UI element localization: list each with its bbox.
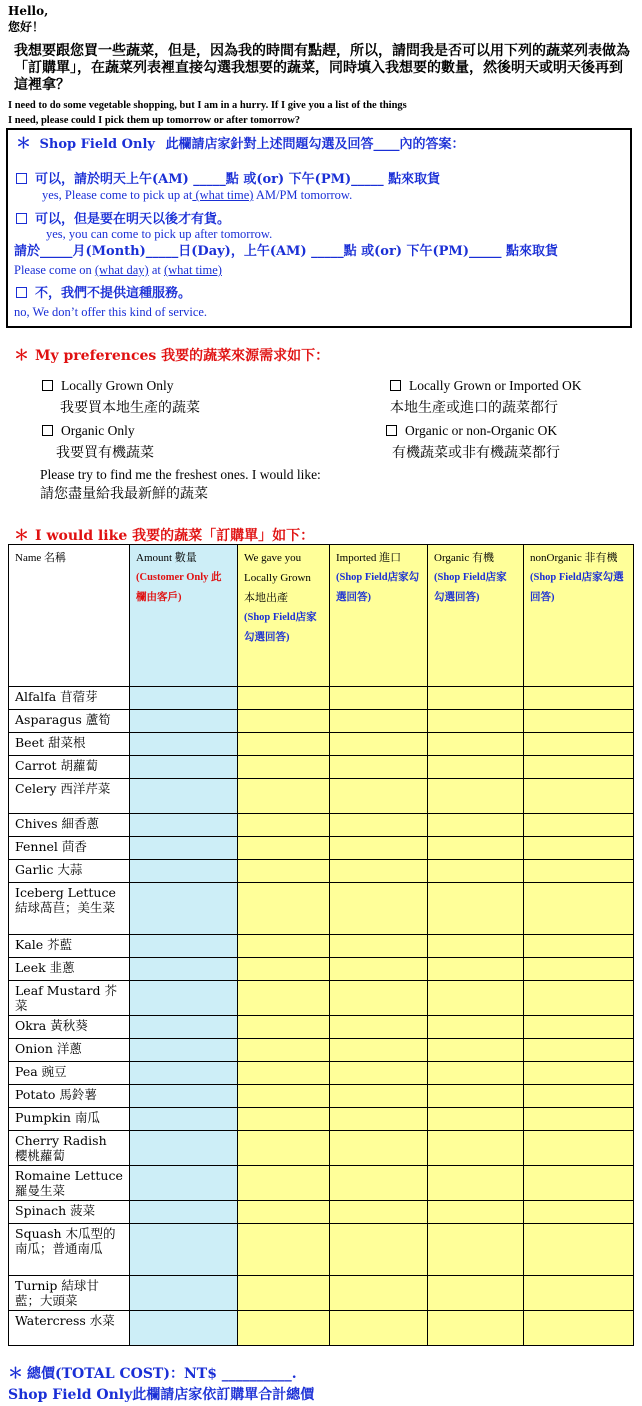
vegetable-name: Cherry Radish 櫻桃蘿蔔	[9, 1131, 130, 1166]
intro-zh: 我想要跟您買一些蔬菜，但是，因為我的時間有點趕，所以，請問我是否可以用下列的蔬菜列表做為「訂購單」，在蔬菜列表裡直接勾選我想要的蔬菜，同時填入我想要的數量，然後明天或明天後再到這裡拿？	[14, 43, 630, 93]
organic-cell[interactable]	[428, 779, 524, 814]
header-nonorganic	[524, 545, 634, 687]
greeting-hello: Hello,	[8, 4, 49, 18]
pref-locally-grown-only-checkbox[interactable]	[42, 380, 53, 391]
imported-cell[interactable]	[330, 756, 428, 779]
amount-cell[interactable]	[130, 958, 238, 981]
local-cell[interactable]	[238, 779, 330, 814]
header-local-note: (Shop Field店家勾選回答)	[244, 612, 317, 643]
imported-cell[interactable]	[330, 1016, 428, 1039]
nonorganic-cell[interactable]	[524, 860, 634, 883]
vegetable-name: Watercress 水菜	[9, 1311, 130, 1346]
header-organic-label: Organic 有機	[434, 552, 494, 564]
vegetable-name: Spinach 菠菜	[9, 1201, 130, 1224]
organic-cell[interactable]	[428, 883, 524, 935]
star-icon: ＊	[8, 1364, 24, 1382]
option-2-en: yes, you can come to pick up after tomorrow.	[46, 227, 273, 241]
option-1-en-b: AM/PM tomorrow.	[253, 188, 353, 202]
vegetable-name: Kale 芥藍	[9, 935, 130, 958]
vegetable-name: Okra 黃秋葵	[9, 1016, 130, 1039]
table-row	[9, 1016, 634, 1039]
table-row	[9, 883, 634, 935]
imported-cell[interactable]	[330, 1166, 428, 1201]
vegetable-name: Beet 甜菜根	[9, 733, 130, 756]
organic-cell[interactable]	[428, 814, 524, 837]
table-row	[9, 958, 634, 981]
local-cell[interactable]	[238, 883, 330, 935]
organic-cell[interactable]	[428, 1039, 524, 1062]
pref-organic-only	[42, 423, 154, 461]
organic-cell[interactable]	[428, 1166, 524, 1201]
amount-cell[interactable]	[130, 733, 238, 756]
nonorganic-cell[interactable]	[524, 1016, 634, 1039]
option-3-zh-text: 不，我們不提供這種服務。	[35, 286, 192, 301]
option-1-en	[42, 188, 352, 202]
amount-cell[interactable]	[130, 756, 238, 779]
local-cell[interactable]	[238, 981, 330, 1016]
shop-box-title-zh: 此欄請店家針對上述問題勾選及回答____內的答案：	[165, 137, 465, 152]
option-2-en2	[14, 263, 222, 277]
organic-cell[interactable]	[428, 1085, 524, 1108]
option-1-en-underline: (what time)	[192, 188, 254, 202]
imported-cell[interactable]	[330, 837, 428, 860]
pref-local-or-imported-checkbox[interactable]	[390, 380, 401, 391]
table-row	[9, 981, 634, 1016]
vegetable-name: Alfalfa 苜蓿芽	[9, 687, 130, 710]
nonorganic-cell[interactable]	[524, 1276, 634, 1311]
header-amount	[130, 545, 238, 687]
amount-cell[interactable]	[130, 1108, 238, 1131]
organic-cell[interactable]	[428, 837, 524, 860]
amount-cell[interactable]	[130, 1085, 238, 1108]
header-amount-note: (Customer Only 此欄由客戶)	[136, 572, 222, 603]
pref-locally-grown-only-zh: 我要買本地生產的蔬菜	[60, 400, 200, 416]
vegetable-name: Fennel 茴香	[9, 837, 130, 860]
nonorganic-cell[interactable]	[524, 779, 634, 814]
imported-cell[interactable]	[330, 1311, 428, 1346]
order-table	[8, 544, 634, 1346]
local-cell[interactable]	[238, 1224, 330, 1276]
table-row	[9, 814, 634, 837]
pref-local-or-imported	[390, 378, 581, 416]
vegetable-name: Carrot 胡蘿蔔	[9, 756, 130, 779]
nonorganic-cell[interactable]	[524, 1131, 634, 1166]
organic-cell[interactable]	[428, 687, 524, 710]
pref-locally-grown-only-en: Locally Grown Only	[61, 378, 174, 393]
amount-cell[interactable]	[130, 1166, 238, 1201]
header-local	[238, 545, 330, 687]
organic-cell[interactable]	[428, 1131, 524, 1166]
total-cost-label: 總價(TOTAL COST)：NT$ __________.	[27, 1366, 297, 1382]
vegetable-name: Leaf Mustard 芥菜	[9, 981, 130, 1016]
local-cell[interactable]	[238, 1016, 330, 1039]
local-cell[interactable]	[238, 756, 330, 779]
option-2-en2-day: (what day)	[94, 263, 149, 277]
local-cell[interactable]	[238, 1131, 330, 1166]
local-cell[interactable]	[238, 1311, 330, 1346]
organic-cell[interactable]	[428, 710, 524, 733]
amount-cell[interactable]	[130, 883, 238, 935]
amount-cell[interactable]	[130, 935, 238, 958]
imported-cell[interactable]	[330, 1085, 428, 1108]
intro-en-line1: I need to do some vegetable shopping, but I am in a hurry. If I give you a list of the things	[8, 100, 407, 111]
amount-cell[interactable]	[130, 1276, 238, 1311]
organic-cell[interactable]	[428, 958, 524, 981]
vegetable-name: Asparagus 蘆筍	[9, 710, 130, 733]
nonorganic-cell[interactable]	[524, 1062, 634, 1085]
nonorganic-cell[interactable]	[524, 733, 634, 756]
local-cell[interactable]	[238, 1166, 330, 1201]
table-row	[9, 860, 634, 883]
pref-organic-only-zh: 我要買有機蔬菜	[56, 445, 154, 461]
local-cell[interactable]	[238, 1108, 330, 1131]
nonorganic-cell[interactable]	[524, 837, 634, 860]
amount-cell[interactable]	[130, 1311, 238, 1346]
header-nonorganic-note: (Shop Field店家勾選回答)	[530, 572, 624, 603]
local-cell[interactable]	[238, 958, 330, 981]
vegetable-name: Pea 豌豆	[9, 1062, 130, 1085]
imported-cell[interactable]	[330, 1108, 428, 1131]
header-organic	[428, 545, 524, 687]
nonorganic-cell[interactable]	[524, 958, 634, 981]
nonorganic-cell[interactable]	[524, 1039, 634, 1062]
table-row	[9, 1131, 634, 1166]
organic-cell[interactable]	[428, 935, 524, 958]
imported-cell[interactable]	[330, 860, 428, 883]
organic-cell[interactable]	[428, 1062, 524, 1085]
option-2-zh-text: 可以，但是要在明天以後才有貨。	[35, 212, 231, 227]
table-row	[9, 756, 634, 779]
table-row	[9, 935, 634, 958]
table-row	[9, 733, 634, 756]
order-table-body	[9, 687, 634, 1346]
nonorganic-cell[interactable]	[524, 883, 634, 935]
option-1-en-a: yes, Please come to pick up at	[42, 188, 193, 202]
local-cell[interactable]	[238, 1276, 330, 1311]
option-2-en2-at: at	[151, 263, 161, 277]
organic-cell[interactable]	[428, 733, 524, 756]
pref-organic-or-non-zh: 有機蔬菜或非有機蔬菜都行	[392, 445, 560, 461]
local-cell[interactable]	[238, 935, 330, 958]
table-row	[9, 687, 634, 710]
organic-cell[interactable]	[428, 1108, 524, 1131]
imported-cell[interactable]	[330, 1224, 428, 1276]
total-cost	[8, 1363, 314, 1385]
nonorganic-cell[interactable]	[524, 687, 634, 710]
pref-organic-only-checkbox[interactable]	[42, 425, 53, 436]
local-cell[interactable]	[238, 1201, 330, 1224]
imported-cell[interactable]	[330, 981, 428, 1016]
pref-organic-or-non-en: Organic or non-Organic OK	[405, 423, 558, 438]
imported-cell[interactable]	[330, 1131, 428, 1166]
table-row	[9, 1311, 634, 1346]
option-1-checkbox[interactable]	[16, 173, 27, 184]
nonorganic-cell[interactable]	[524, 935, 634, 958]
intro-en	[8, 98, 407, 128]
freshest-note-en: Please try to find me the freshest ones. I would like:	[40, 467, 321, 482]
vegetable-name: Potato 馬鈴薯	[9, 1085, 130, 1108]
option-2-en2-a: Please come on	[14, 263, 92, 277]
amount-cell[interactable]	[130, 981, 238, 1016]
pref-local-or-imported-en: Locally Grown or Imported OK	[409, 378, 582, 393]
option-3-en: no, We don’t offer this kind of service.	[14, 305, 208, 319]
amount-cell[interactable]	[130, 1062, 238, 1085]
amount-cell[interactable]	[130, 837, 238, 860]
nonorganic-cell[interactable]	[524, 1085, 634, 1108]
amount-cell[interactable]	[130, 710, 238, 733]
option-2-checkbox[interactable]	[16, 213, 27, 224]
imported-cell[interactable]	[330, 710, 428, 733]
star-icon: ＊	[16, 134, 32, 152]
vegetable-name: Squash 木瓜型的南瓜；普通南瓜	[9, 1224, 130, 1276]
option-3-zh	[16, 286, 191, 301]
table-row	[9, 1276, 634, 1311]
imported-cell[interactable]	[330, 1062, 428, 1085]
nonorganic-cell[interactable]	[524, 1224, 634, 1276]
shop-box-title-en: Shop Field Only	[39, 137, 155, 152]
freshest-note	[40, 467, 321, 502]
nonorganic-cell[interactable]	[524, 1108, 634, 1131]
header-amount-label: Amount 數量	[136, 552, 197, 564]
amount-cell[interactable]	[130, 1201, 238, 1224]
organic-cell[interactable]	[428, 1224, 524, 1276]
amount-cell[interactable]	[130, 687, 238, 710]
preferences-title	[14, 344, 329, 365]
nonorganic-cell[interactable]	[524, 981, 634, 1016]
table-row	[9, 1224, 634, 1276]
vegetable-name: Leek 韭蔥	[9, 958, 130, 981]
local-cell[interactable]	[238, 837, 330, 860]
organic-cell[interactable]	[428, 1276, 524, 1311]
option-2-zh	[16, 212, 230, 227]
amount-cell[interactable]	[130, 814, 238, 837]
organic-cell[interactable]	[428, 756, 524, 779]
nonorganic-cell[interactable]	[524, 1201, 634, 1224]
local-cell[interactable]	[238, 814, 330, 837]
imported-cell[interactable]	[330, 935, 428, 958]
local-cell[interactable]	[238, 687, 330, 710]
vegetable-name: Garlic 大蒜	[9, 860, 130, 883]
table-row	[9, 1039, 634, 1062]
nonorganic-cell[interactable]	[524, 814, 634, 837]
option-3-checkbox[interactable]	[16, 287, 27, 298]
imported-cell[interactable]	[330, 1201, 428, 1224]
organic-cell[interactable]	[428, 860, 524, 883]
order-header-row	[9, 545, 634, 687]
table-row	[9, 1062, 634, 1085]
nonorganic-cell[interactable]	[524, 1166, 634, 1201]
star-icon: ＊	[14, 346, 30, 364]
header-imported-note: (Shop Field店家勾選回答)	[336, 572, 420, 603]
table-row	[9, 710, 634, 733]
table-row	[9, 1166, 634, 1201]
amount-cell[interactable]	[130, 860, 238, 883]
total-note: Shop Field Only此欄請店家依訂購單合計總價	[8, 1387, 315, 1403]
amount-cell[interactable]	[130, 1039, 238, 1062]
preferences-title-text: My preferences 我要的蔬菜來源需求如下：	[35, 348, 330, 364]
shop-field-box	[6, 128, 632, 328]
nonorganic-cell[interactable]	[524, 756, 634, 779]
nonorganic-cell[interactable]	[524, 1311, 634, 1346]
table-row	[9, 779, 634, 814]
intro-en-line2: I need, please could I pick them up tomorrow or after tomorrow?	[8, 115, 301, 126]
amount-cell[interactable]	[130, 1224, 238, 1276]
organic-cell[interactable]	[428, 1016, 524, 1039]
header-nonorganic-label: nonOrganic 非有機	[530, 552, 618, 564]
local-cell[interactable]	[238, 1085, 330, 1108]
freshest-note-zh: 請您盡量給我最新鮮的蔬菜	[40, 486, 208, 502]
header-name: Name 名稱	[9, 545, 130, 687]
amount-cell[interactable]	[130, 1131, 238, 1166]
pref-organic-only-en: Organic Only	[61, 423, 135, 438]
imported-cell[interactable]	[330, 733, 428, 756]
amount-cell[interactable]	[130, 1016, 238, 1039]
pref-local-or-imported-zh: 本地生產或進口的蔬菜都行	[390, 400, 558, 416]
nonorganic-cell[interactable]	[524, 710, 634, 733]
local-cell[interactable]	[238, 1039, 330, 1062]
order-title	[14, 524, 314, 545]
imported-cell[interactable]	[330, 687, 428, 710]
local-cell[interactable]	[238, 733, 330, 756]
header-imported-label: Imported 進口	[336, 552, 402, 564]
imported-cell[interactable]	[330, 814, 428, 837]
table-row	[9, 1201, 634, 1224]
vegetable-name: Onion 洋蔥	[9, 1039, 130, 1062]
option-2-fill: 請於_____月(Month)_____日(Day)，上午(AM) _____點 或(or) 下午(PM)_____ 點來取貨	[14, 244, 558, 259]
pref-organic-or-non-checkbox[interactable]	[386, 425, 397, 436]
greeting	[8, 3, 48, 35]
local-cell[interactable]	[238, 860, 330, 883]
vegetable-name: Romaine Lettuce 羅曼生菜	[9, 1166, 130, 1201]
table-row	[9, 1108, 634, 1131]
organic-cell[interactable]	[428, 1201, 524, 1224]
local-cell[interactable]	[238, 710, 330, 733]
vegetable-name: Chives 細香蔥	[9, 814, 130, 837]
option-1-zh-text: 可以，請於明天上午(AM) _____點 或(or) 下午(PM)_____ 點來取貨	[35, 172, 441, 187]
organic-cell[interactable]	[428, 981, 524, 1016]
amount-cell[interactable]	[130, 779, 238, 814]
vegetable-name: Celery 西洋芹菜	[9, 779, 130, 814]
imported-cell[interactable]	[330, 958, 428, 981]
total-section	[8, 1363, 314, 1406]
header-local-label: We gave you Locally Grown 本地出產	[244, 552, 311, 604]
organic-cell[interactable]	[428, 1311, 524, 1346]
star-icon: ＊	[14, 526, 30, 544]
imported-cell[interactable]	[330, 779, 428, 814]
vegetable-name: Pumpkin 南瓜	[9, 1108, 130, 1131]
imported-cell[interactable]	[330, 1276, 428, 1311]
table-row	[9, 837, 634, 860]
pref-locally-grown-only	[42, 378, 200, 416]
vegetable-name: Turnip 結球甘藍；大頭菜	[9, 1276, 130, 1311]
shop-box-title	[16, 136, 464, 152]
order-title-text: I would like 我要的蔬菜「訂購單」如下：	[35, 528, 315, 544]
table-row	[9, 1085, 634, 1108]
greeting-zh: 您好！	[8, 20, 45, 34]
vegetable-name: Iceberg Lettuce 結球萵苣；美生菜	[9, 883, 130, 935]
header-imported	[330, 545, 428, 687]
imported-cell[interactable]	[330, 883, 428, 935]
header-organic-note: (Shop Field店家勾選回答)	[434, 572, 507, 603]
local-cell[interactable]	[238, 1062, 330, 1085]
option-1-zh	[16, 172, 440, 187]
pref-organic-or-non	[386, 423, 560, 461]
option-2-en2-time: (what time)	[163, 263, 222, 277]
imported-cell[interactable]	[330, 1039, 428, 1062]
